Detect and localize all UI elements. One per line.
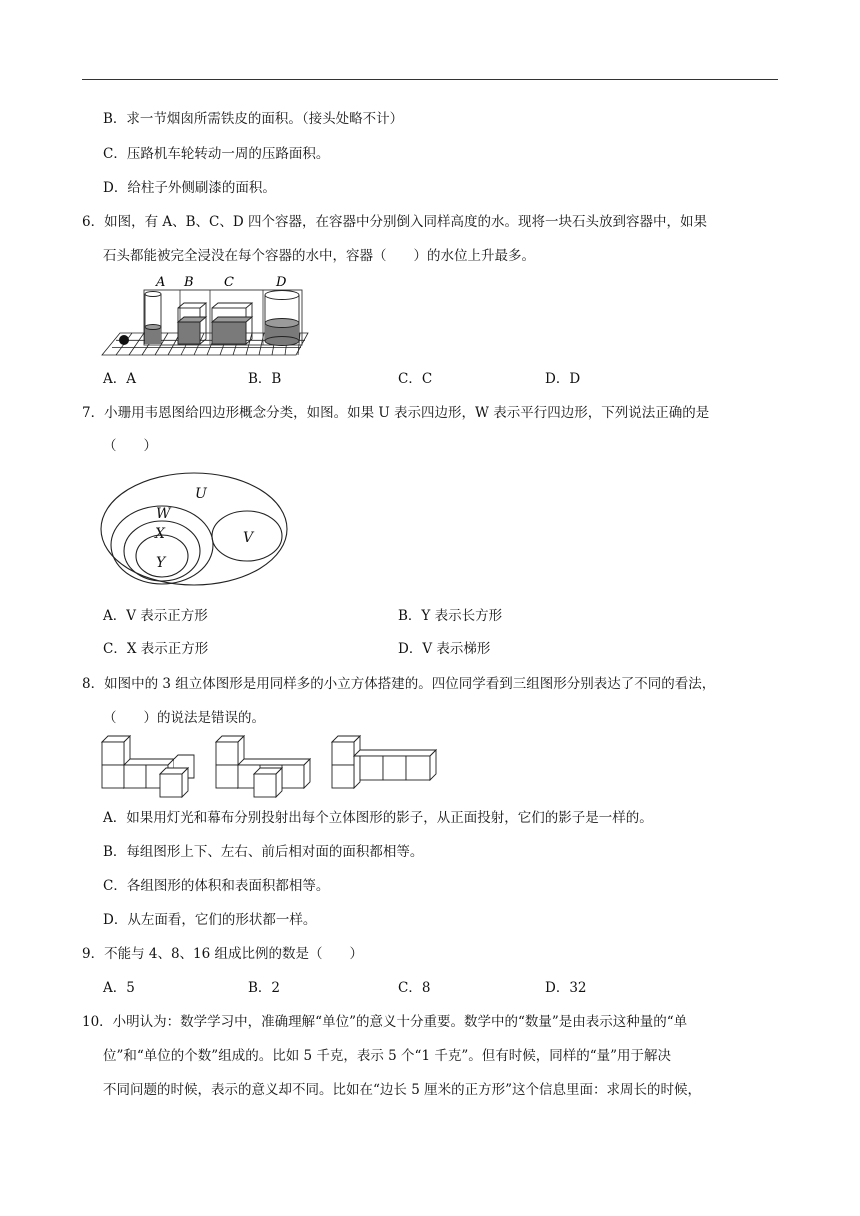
q7-stem-line2: （ ）: [103, 438, 157, 454]
venn-label-x: X: [155, 526, 165, 542]
cube-group-3: [332, 736, 436, 788]
q8-stem-line1: 8．如图中的 3 组立体图形是用同样多的小立方体搭建的。四位同学看到三组图形分别表达了不同的看法，: [82, 676, 716, 692]
container-d: [265, 291, 299, 346]
q8-cube-figures: [98, 732, 438, 802]
q6-stem-line1: 6．如图，有 A、B、C、D 四个容器，在容器中分别倒入同样高度的水。现将一块石头放到容器中，如果: [82, 214, 707, 230]
q6-stem-line2: 石头都能被完全浸没在每个容器的水中，容器（ ）的水位上升最多。: [103, 248, 535, 264]
q10-stem-line1: 10．小明认为：数学学习中，准确理解“单位”的意义十分重要。数学中的“数量”是由表示这种量的“单: [82, 1014, 688, 1030]
venn-label-u: U: [195, 486, 207, 502]
venn-label-y: Y: [156, 555, 166, 571]
stone-icon: [119, 335, 129, 345]
q5-option-c[interactable]: C．压路机车轮转动一周的压路面积。: [103, 146, 330, 162]
q7-venn-diagram: [98, 470, 294, 592]
q8-option-c[interactable]: C．各组图形的体积和表面积都相等。: [103, 878, 330, 894]
q6-option-c[interactable]: C．C: [398, 371, 433, 387]
q9-option-b[interactable]: B．2: [248, 980, 281, 996]
label-c: C: [224, 275, 234, 290]
q8-stem-line2: （ ）的说法是错误的。: [103, 710, 265, 726]
label-d: D: [276, 275, 287, 290]
q7-option-d[interactable]: D．V 表示梯形: [398, 641, 491, 657]
venn-label-w: W: [156, 506, 171, 522]
venn-label-v: V: [243, 530, 254, 546]
q7-option-b[interactable]: B．Y 表示长方形: [398, 608, 503, 624]
q9-option-c[interactable]: C．8: [398, 980, 431, 996]
cube-group-1: [102, 736, 194, 797]
label-b: B: [184, 275, 194, 290]
q8-option-a[interactable]: A．如果用灯光和幕布分别投射出每个立体图形的影子，从正面投射，它们的影子是一样的。: [103, 810, 653, 826]
q9-option-d[interactable]: D．32: [545, 980, 587, 996]
container-c: [212, 303, 252, 344]
q6-option-b[interactable]: B．B: [248, 371, 282, 387]
q6-containers-figure: [98, 270, 316, 360]
q9-stem-line1: 9．不能与 4、8、16 组成比例的数是（ ）: [82, 946, 364, 962]
venn-set-u: [101, 473, 287, 585]
q8-option-d[interactable]: D．从左面看，它们的形状都一样。: [103, 912, 317, 928]
q6-option-a[interactable]: A．A: [103, 371, 136, 387]
cube-group-2: [216, 736, 310, 797]
header-rule: [82, 79, 778, 80]
q7-stem-line1: 7．小珊用韦恩图给四边形概念分类，如图。如果 U 表示四边形，W 表示平行四边形，下列说法正确的是: [82, 405, 710, 421]
q9-option-a[interactable]: A．5: [103, 980, 135, 996]
q5-option-b[interactable]: B．求一节烟囱所需铁皮的面积。（接头处略不计）: [103, 111, 404, 127]
q6-option-d[interactable]: D．D: [545, 371, 581, 387]
container-a: [145, 292, 161, 345]
q5-option-d[interactable]: D．给柱子外侧刷漆的面积。: [103, 180, 276, 196]
q10-stem-line3: 不同问题的时候，表示的意义却不同。比如在“边长 5 厘米的正方形”这个信息里面：求周长的时候，: [103, 1082, 701, 1098]
q10-stem-line2: 位”和“单位的个数”组成的。比如 5 千克，表示 5 个“1 千克”。但有时候，同样的“量”用于解决: [103, 1048, 672, 1064]
label-a: A: [156, 275, 166, 290]
q7-option-c[interactable]: C．X 表示正方形: [103, 641, 209, 657]
q8-option-b[interactable]: B．每组图形上下、左右、前后相对面的面积都相等。: [103, 844, 424, 860]
q7-option-a[interactable]: A．V 表示正方形: [103, 608, 208, 624]
